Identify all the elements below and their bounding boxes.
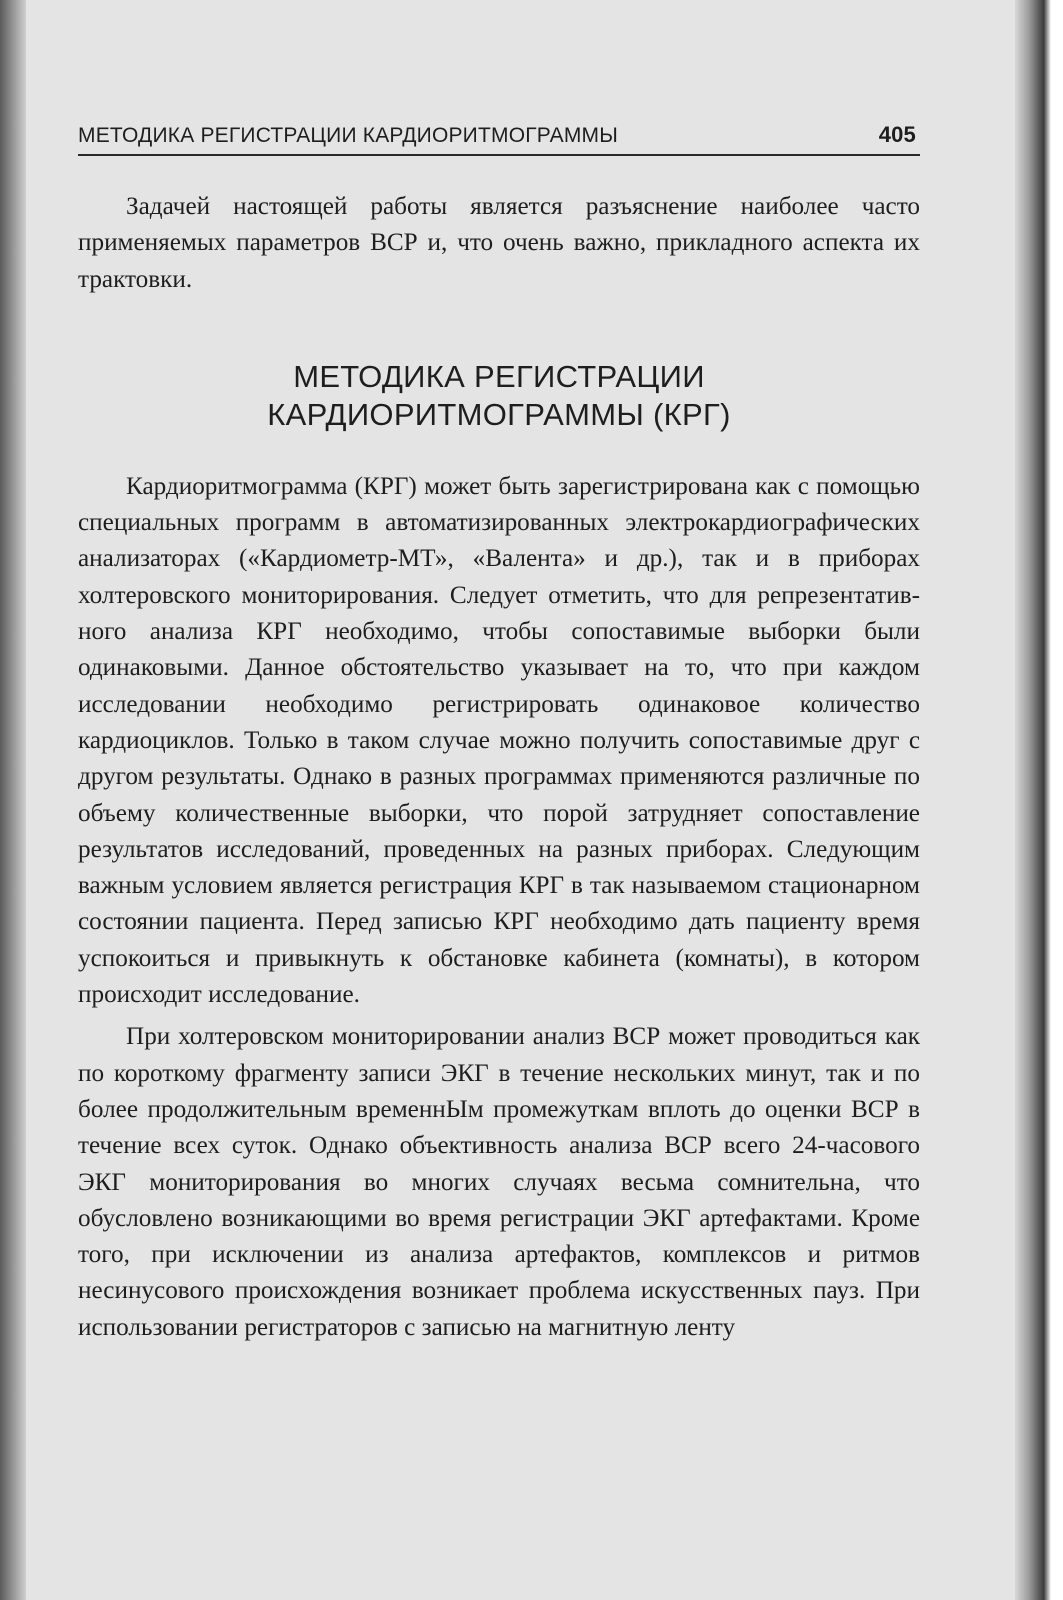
book-page: [78, 118, 920, 1346]
section-heading-line-1: МЕТОДИКА РЕГИСТРАЦИИ: [293, 358, 705, 394]
page-number: 405: [878, 122, 916, 147]
paragraph-krg-registration: Кардиоритмограмма (КРГ) может быть зарегистрирована как с помощью специальных программ в автоматизированных электрокардиографических анализаторах («Кардиометр-МТ», «Валента» и др.), так и в приборах холтеровского мониторирования. Следует отметить, что для репрезентативного анализа КРГ необходимо, чтобы сопоставимые выборки были одинаковыми. Данное обстоятельство указывает на то, что при каждом исследовании необходимо регистрировать одинаковое количество кардиоциклов. Только в таком случае можно получить сопоставимые друг с другом результаты. Однако в разных программах применяются различные по объему количественные выборки, что порой затрудняет сопоставление результатов исследований, проведенных на разных приборах. Следующим важным условием является регистрация КРГ в так называемом стационарном состоянии пациента. Перед записью КРГ необходимо дать пациенту время успокоиться и привыкнуть к обстановке кабинета (комнаты), в котором происходит исследование.: [78, 472, 920, 1009]
running-title: МЕТОДИКА РЕГИСТРАЦИИ КАРДИОРИТМОГРАММЫ: [78, 124, 618, 147]
binding-shadow: [0, 0, 26, 1600]
section-heading-line-2: КАРДИОРИТМОГРАММЫ (КРГ): [267, 396, 731, 432]
section-heading: [78, 358, 920, 434]
page-edge-shadow: [1015, 0, 1063, 1600]
paragraph-holter-monitoring: При холтеровском мониторировании анализ ВСР может проводиться как по короткому фрагменту записи ЭКГ в течение нескольких минут, так и по более продолжительным временнЫм промежуткам вплоть до оценки ВСР в течение всех суток. Однако объективность анализа ВСР всего 24-часового ЭКГ мониторирования во многих случаях весьма сомнительна, что обусловлено возникающими во время регистрации ЭКГ артефактами. Кроме того, при исключении из анализа артефактов, комплексов и ритмов несинусового происхождения возникает проблема искусственных пауз. При использовании регистраторов с записью на магнитную ленту: [78, 1023, 920, 1341]
running-header: [78, 118, 920, 156]
body-text: [78, 189, 920, 1346]
intro-paragraph: Задачей настоящей работы является разъяснение наиболее часто применяемых параметров ВСР и, что очень важно, прикладного аспекта их трактовки.: [78, 193, 920, 293]
